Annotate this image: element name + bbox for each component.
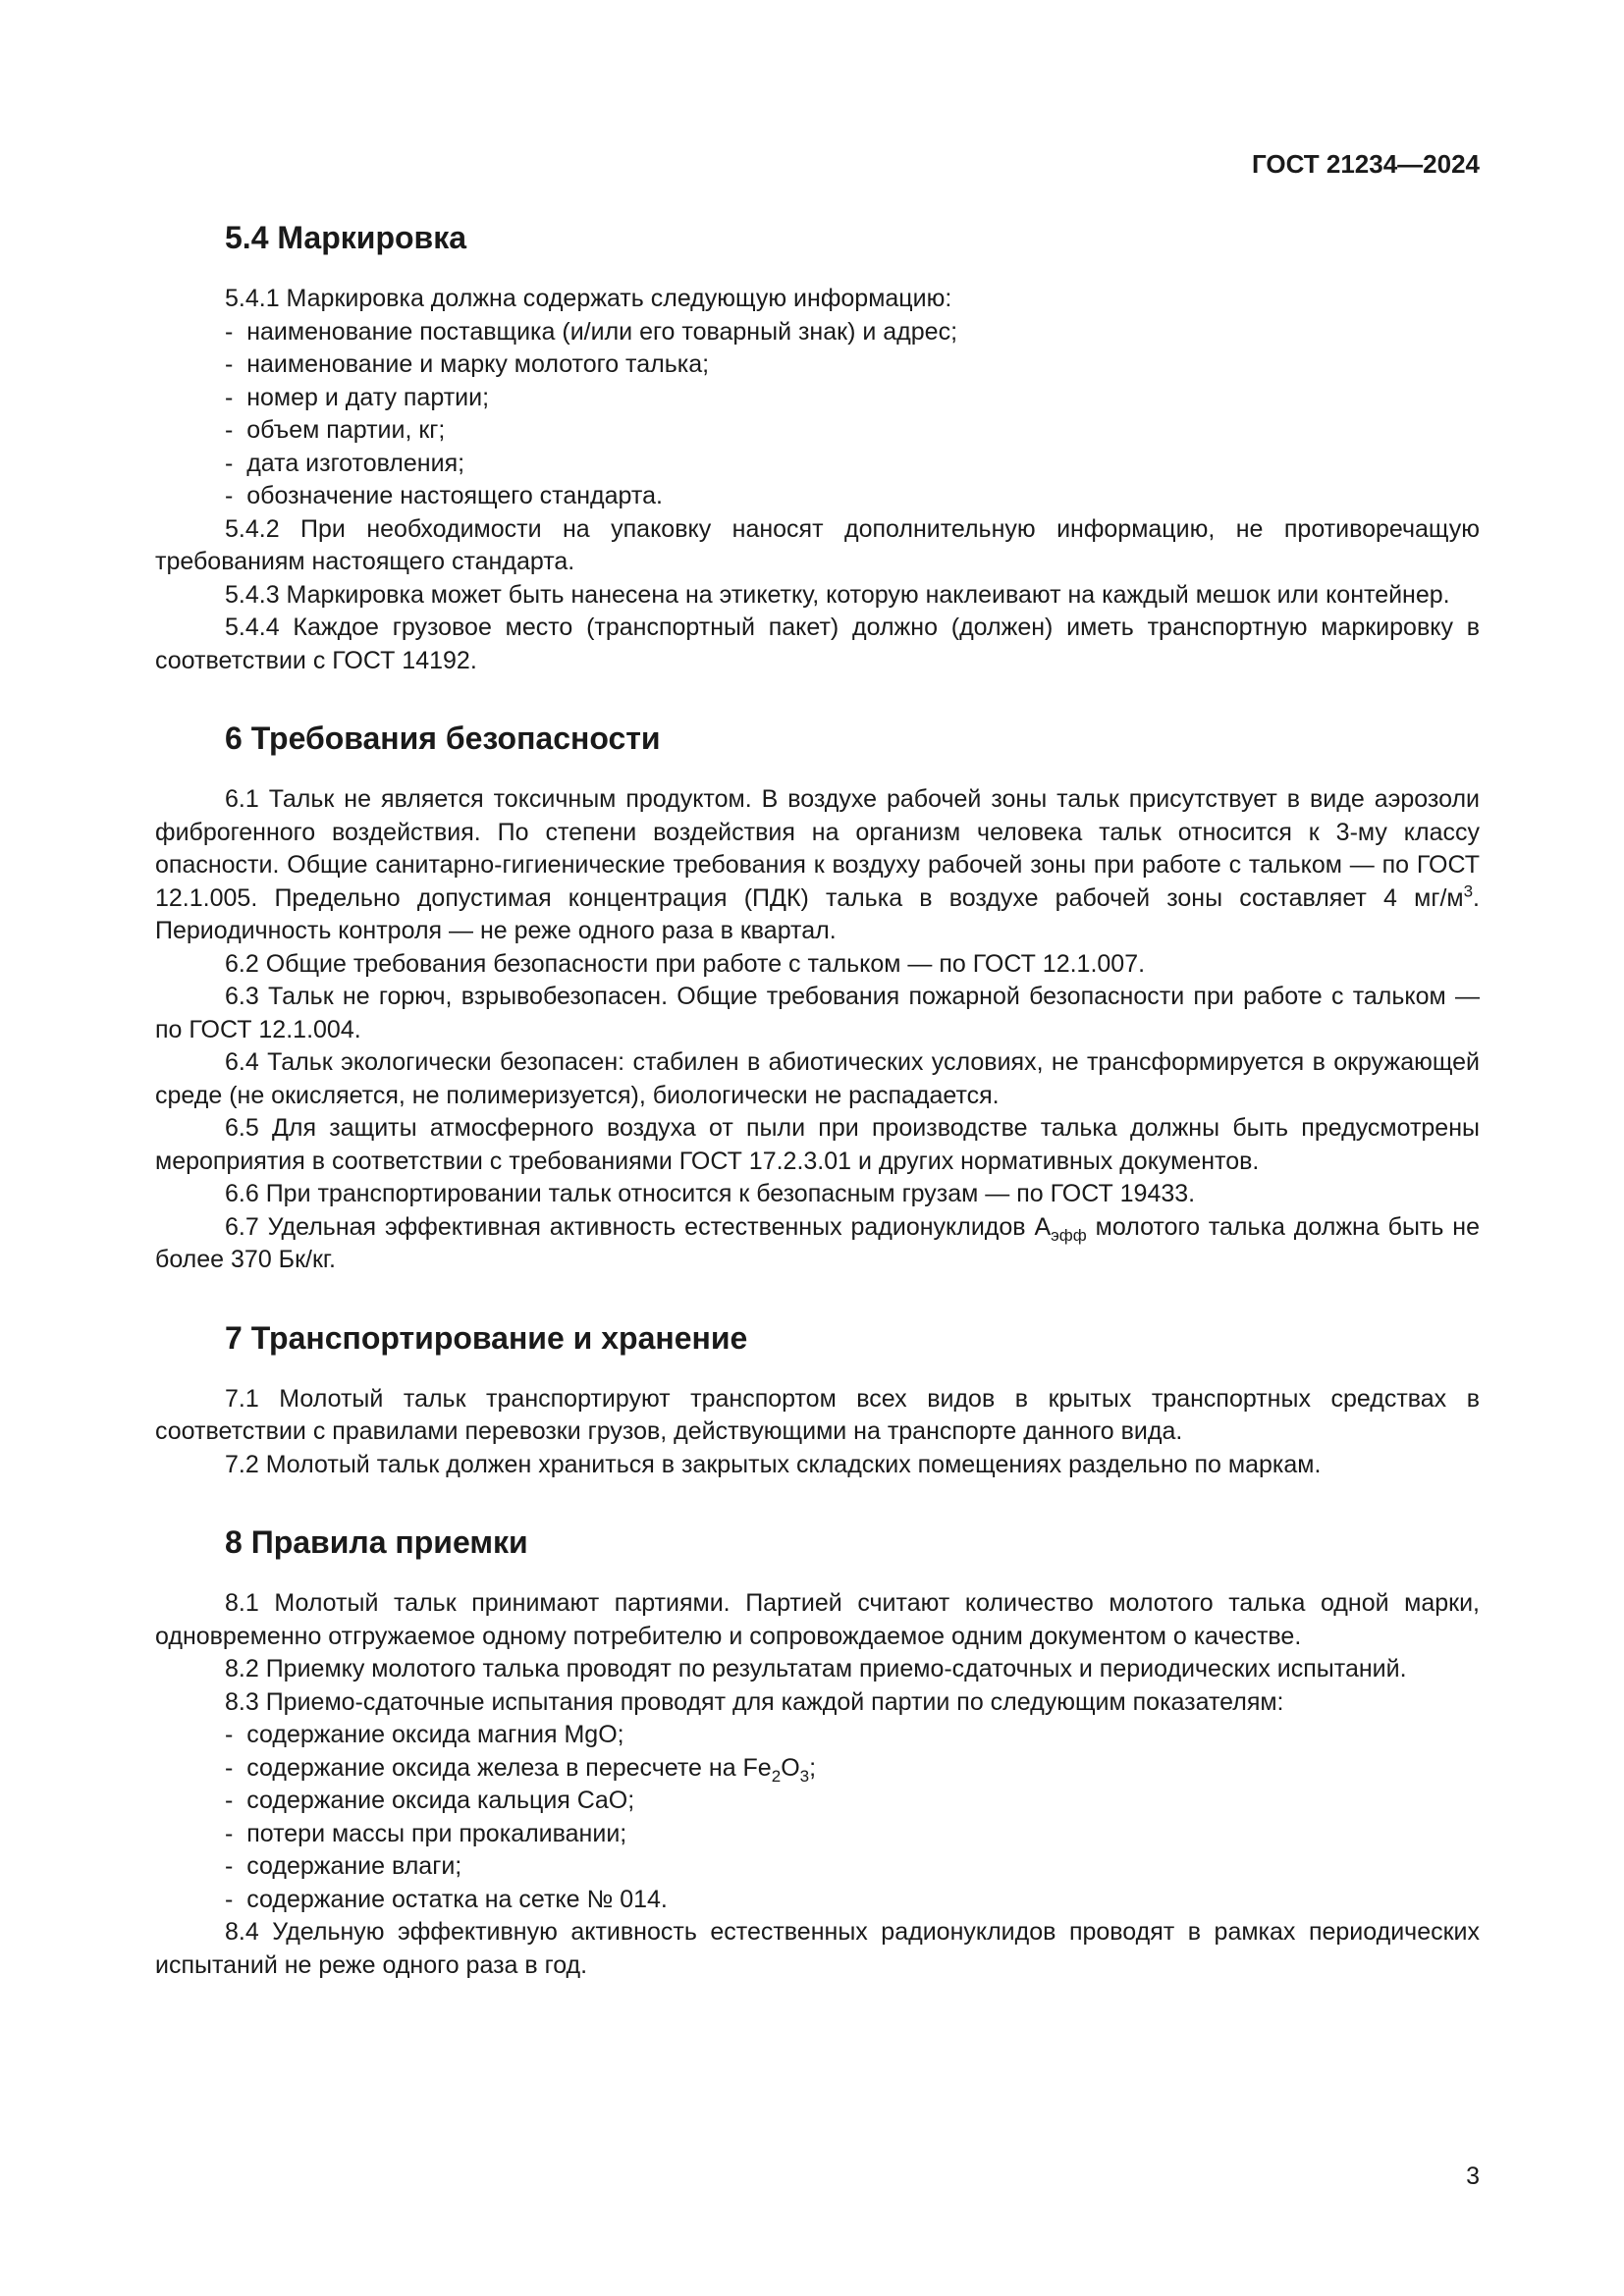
list-item-text: содержание оксида железа в пересчете на Fe [246,1753,772,1782]
para-8-4: 8.4 Удельную эффективную активность естественных радионуклидов проводят в рамках периодических испытаний не реже одного раза в год. [155,1918,1480,1979]
list-item: - объем партии, кг; [155,414,1480,448]
subscript: эфф [1051,1225,1087,1245]
para-6-5: 6.5 Для защиты атмосферного воздуха от пыли при производстве талька должны быть предусмотрены мероприятия в соответствии с требованиями ГОСТ 17.2.3.01 и других нормативных документов. [155,1114,1480,1175]
para-6-1-text-end: . Периодичность контроля — не реже одного раза в квартал. [155,883,1480,944]
para-7-1: 7.1 Молотый тальк транспортируют транспортом всех видов в крытых транспортных средствах в соответствии с правилами перевозки грузов, действующими на транспорте данного вида. [155,1384,1480,1445]
para-7-2: 7.2 Молотый тальк должен храниться в закрытых складских помещениях раздельно по маркам. [225,1450,1322,1478]
para-5-4-2: 5.4.2 При необходимости на упаковку наносят дополнительную информацию, не противоречащую требованиям настоящего стандарта. [155,514,1480,575]
para-5-4-1: 5.4.1 Маркировка должна содержать следующую информацию: [225,285,952,312]
list-item: - потери массы при прокаливании; [155,1818,1480,1851]
list-item-text: ; [809,1753,817,1782]
para-6-7-text-end: молотого талька должна быть не более 370 Бк/кг. [155,1212,1480,1273]
para-8-3: 8.3 Приемо-сдаточные испытания проводят для каждой партии по следующим показателям: [225,1687,1284,1716]
para-6-7 [155,1211,1480,1277]
para-5-4-3: 5.4.3 Маркировка может быть нанесена на этикетку, которую наклеивают на каждый мешок или контейнер. [225,580,1450,609]
page-content [155,218,1480,1982]
para-6-1 [155,783,1480,948]
para-6-2: 6.2 Общие требования безопасности при работе с тальком — по ГОСТ 12.1.007. [225,949,1146,978]
heading-5-4: 5.4 Маркировка [225,220,467,255]
list-item: - наименование поставщика (и/или его товарный знак) и адрес; [155,316,1480,349]
document-code: ГОСТ 21234—2024 [1252,149,1480,179]
list-item: - номер и дату партии; [155,382,1480,415]
superscript: 3 [1463,881,1474,901]
para-6-6: 6.6 При транспортировании тальк относится к безопасным грузам — по ГОСТ 19433. [225,1180,1196,1207]
para-8-1: 8.1 Молотый тальк принимают партиями. Партией считают количество молотого талька одной марки, одновременно отгружаемое одному потребителю и сопровождаемое одним документом о качестве. [155,1589,1480,1650]
heading-6: 6 Требования безопасности [225,721,661,756]
para-5-4-4: 5.4.4 Каждое грузовое место (транспортный пакет) должно (должен) иметь транспортную маркировку в соответствии с ГОСТ 14192. [155,614,1480,674]
para-6-7-text: 6.7 Удельная эффективная активность естественных радионуклидов А [225,1212,1052,1241]
para-8-2: 8.2 Приемку молотого талька проводят по результатам приемо-сдаточных и периодических испытаний. [225,1655,1407,1682]
subscript: 3 [799,1766,810,1786]
para-6-4: 6.4 Тальк экологически безопасен: стабилен в абиотических условиях, не трансформируется в окружающей среде (не окисляется, не полимеризуется), биологически не распадается. [155,1048,1480,1109]
heading-7: 7 Транспортирование и хранение [225,1319,748,1356]
list-item: - содержание влаги; [155,1850,1480,1884]
page-number: 3 [1466,2163,1480,2190]
list-item: - обозначение настоящего стандарта. [155,480,1480,513]
list-item [155,1752,1480,1786]
subscript: 2 [771,1766,782,1786]
para-6-1-text: 6.1 Тальк не является токсичным продуктом. В воздухе рабочей зоны тальк присутствует в виде аэрозоли фиброгенного воздействия. По степени воздействия на организм человека тальк относится к 3-му классу опасности. Общие санитарно-гигиенические требования к воздуху рабочей зоны при работе с тальком — по ГОСТ 12.1.005. Предельно допустимая концентрация (ПДК) талька в воздухе рабочей зоны составляет 4 мг/м [155,785,1480,912]
list-item: - наименование и марку молотого талька; [155,348,1480,382]
para-6-3: 6.3 Тальк не горюч, взрывобезопасен. Общие требования пожарной безопасности при работе с тальком — по ГОСТ 12.1.004. [155,983,1480,1043]
list-item: - содержание остатка на сетке № 014. [155,1884,1480,1917]
list-item-text: O [781,1753,800,1782]
list-item: - содержание оксида магния MgO; [155,1719,1480,1752]
list-item: - содержание оксида кальция CaO; [155,1785,1480,1818]
list-item: - дата изготовления; [155,448,1480,481]
heading-8: 8 Правила приемки [225,1524,528,1560]
